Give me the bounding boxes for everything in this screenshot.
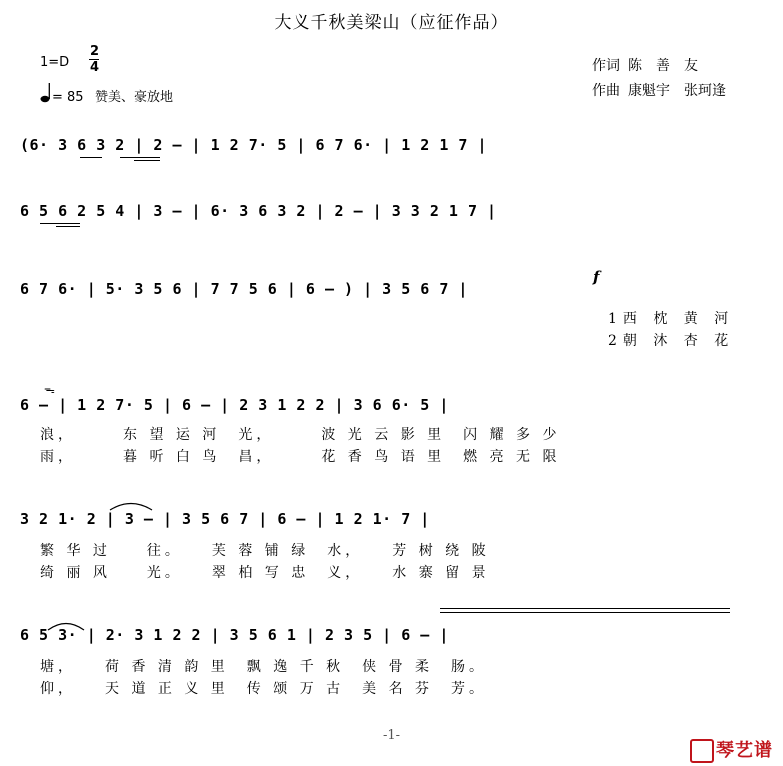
- lyricist-label: 作词: [592, 58, 620, 74]
- tempo-value: = 85: [52, 90, 84, 105]
- system-3-lyrics-verse2: 2朝 沐 杏 花: [608, 333, 735, 349]
- time-signature-top: 2: [90, 44, 100, 59]
- system-6-lyrics-verse1: 塘， 荷 香 清 韵 里 飘 逸 千 秋 侠 骨 柔 肠。: [40, 659, 488, 675]
- tempo-expression: 赞美、豪放地: [95, 90, 174, 105]
- system-4-notes: 6 – | 1 2 7· 5 | 6 – | 2 3 1 2 2 | 3 6 6· 5 |: [20, 396, 449, 414]
- watermark-text: 琴艺谱: [716, 740, 773, 761]
- composers: 康魁宇 张珂逢: [628, 83, 726, 99]
- system-1-notes: (6· 3 6 3 2 | 2 – | 1 2 7· 5 | 6 7 6· | 1 2 1 7 |: [20, 136, 488, 154]
- lyricist: 陈 善 友: [628, 58, 698, 74]
- time-signature-bottom: 4: [90, 60, 100, 75]
- dynamic-forte: f: [593, 268, 600, 286]
- system-6-lyrics-verse2: 仰， 天 道 正 义 里 传 颂 万 古 美 名 芬 芳。: [40, 681, 488, 697]
- song-title: 大义千秋美梁山（应征作品）: [274, 13, 509, 33]
- system-3-lyrics-verse1: 1西 枕 黄 河: [608, 311, 735, 327]
- page-number: -1-: [382, 728, 401, 743]
- composer-label: 作曲: [592, 83, 620, 99]
- watermark-logo: [690, 736, 773, 763]
- system-5-lyrics-verse2: 绮 丽 风 光。 翠 柏 写 忠 义， 水 寨 留 景: [40, 565, 490, 581]
- system-4: [20, 396, 760, 426]
- beam: [134, 160, 160, 161]
- extension-line: [440, 612, 730, 613]
- extension-line: [440, 608, 730, 609]
- system-5-notes: 3 2 1· 2 | 3 – | 3 5 6 7 | 6 – | 1 2 1· 7 |: [20, 510, 430, 528]
- system-3: [20, 280, 760, 310]
- system-1: [20, 136, 760, 166]
- beam: [40, 223, 80, 224]
- key-signature: 1=D: [40, 55, 70, 70]
- system-6-notes: 6 5 3· | 2· 3 1 2 2 | 3 5 6 1 | 2 3 5 | 6 – |: [20, 626, 449, 644]
- system-6: [20, 626, 760, 656]
- system-2: [20, 202, 760, 232]
- system-3-notes: 6 7 6· | 5· 3 5 6 | 7 7 5 6 | 6 – ) | 3 5 6 7 |: [20, 280, 468, 298]
- system-4-lyrics-verse1: 浪， 东 望 运 河 光， 波 光 云 影 里 闪 耀 多 少: [40, 427, 561, 443]
- mordent-icon: ᯓ: [44, 383, 55, 396]
- beam: [80, 157, 102, 158]
- logo-icon: [690, 739, 714, 763]
- beam: [120, 157, 160, 158]
- system-2-notes: 6 5 6 2 5 4 | 3 – | 6· 3 6 3 2 | 2 – | 3 3 2 1 7 |: [20, 202, 497, 220]
- slur-icon: [108, 496, 154, 515]
- beam: [56, 226, 80, 227]
- system-4-lyrics-verse2: 雨， 暮 听 白 鸟 昌， 花 香 鸟 语 里 燃 亮 无 限: [40, 449, 561, 465]
- system-5-lyrics-verse1: 繁 华 过 往。 芙 蓉 铺 绿 水， 芳 树 绕 陂: [40, 543, 490, 559]
